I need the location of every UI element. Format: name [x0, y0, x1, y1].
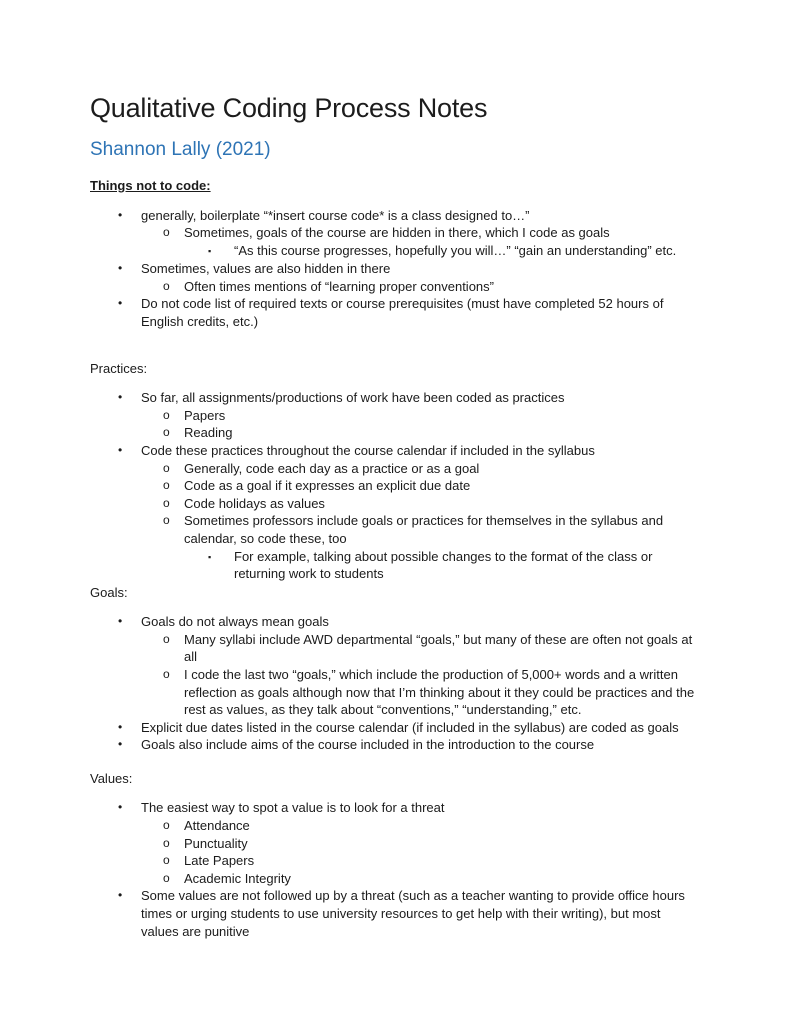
- bullet-text: Sometimes, goals of the course are hidden in there, which I code as goals: [184, 225, 610, 241]
- bullet-item: [90, 817, 701, 835]
- bullet-item: [90, 407, 701, 425]
- bullet-text: Often times mentions of “learning proper conventions”: [184, 278, 494, 294]
- bullet-marker-icon: o: [163, 478, 170, 493]
- bullet-marker-icon: •: [118, 719, 123, 734]
- bullet-text: Sometimes, values are also hidden in there: [141, 261, 391, 277]
- bullet-text: The easiest way to spot a value is to look for a threat: [141, 800, 445, 816]
- bullet-marker-icon: o: [163, 853, 170, 868]
- bullet-list: [90, 207, 701, 331]
- bullet-marker-icon: •: [118, 296, 123, 311]
- section-heading: Practices:: [90, 360, 148, 376]
- bullet-marker-icon: •: [118, 737, 123, 752]
- bullet-marker-icon: •: [118, 442, 123, 457]
- bullet-item: [90, 631, 701, 666]
- page-title: Qualitative Coding Process Notes: [90, 93, 488, 123]
- bullet-marker-icon: o: [163, 495, 170, 510]
- bullet-item: [90, 799, 701, 817]
- bullet-item: [90, 613, 701, 631]
- bullet-marker-icon: o: [163, 513, 170, 528]
- bullet-marker-icon: o: [163, 870, 170, 885]
- bullet-marker-icon: •: [118, 207, 123, 222]
- bullet-text: Many syllabi include AWD departmental “goals,” but many of these are often not goals at all: [184, 631, 693, 665]
- section-heading: Values:: [90, 770, 133, 786]
- bullet-text: Code holidays as values: [184, 495, 325, 511]
- bullet-marker-icon: o: [163, 835, 170, 850]
- bullet-item: [90, 242, 701, 261]
- bullet-list: [90, 799, 701, 940]
- bullet-item: [90, 870, 701, 888]
- bullet-item: [90, 389, 701, 407]
- bullet-item: [90, 852, 701, 870]
- bullet-item: [90, 207, 701, 225]
- bullet-text: generally, boilerplate “*insert course code* is a class designed to…”: [141, 207, 530, 223]
- bullet-marker-icon: o: [163, 425, 170, 440]
- bullet-marker-icon: o: [163, 225, 170, 240]
- bullet-text: So far, all assignments/productions of work have been coded as practices: [141, 390, 565, 406]
- bullet-text: Do not code list of required texts or course prerequisites (must have completed 52 hours of English credits, etc.): [141, 296, 664, 330]
- bullet-item: [90, 424, 701, 442]
- bullet-text: Sometimes professors include goals or practices for themselves in the syllabus and calendar, so code these, too: [184, 513, 664, 546]
- section-heading: Things not to code:: [90, 178, 211, 193]
- section-goals: [90, 584, 701, 754]
- bullet-item: [90, 278, 701, 296]
- bullet-item: [90, 442, 701, 460]
- bullet-text: Academic Integrity: [184, 870, 291, 886]
- bullet-item: [90, 512, 701, 547]
- bullet-text: Punctuality: [184, 835, 248, 851]
- bullet-list: [90, 389, 701, 583]
- bullet-marker-icon: o: [163, 666, 170, 681]
- bullet-text: Papers: [184, 407, 226, 423]
- section-things-not-to-code: [90, 177, 701, 331]
- bullet-marker-icon: •: [118, 614, 123, 629]
- bullet-text: “As this course progresses, hopefully you will…” “gain an understanding” etc.: [234, 242, 677, 258]
- bullet-item: [90, 835, 701, 853]
- bullet-item: [90, 719, 701, 737]
- bullet-text: Reading: [184, 425, 233, 441]
- bullet-item: [90, 477, 701, 495]
- document-author: Shannon Lally (2021): [90, 139, 271, 160]
- bullet-text: Code these practices throughout the course calendar if included in the syllabus: [141, 442, 595, 458]
- bullet-item: [90, 295, 701, 330]
- bullet-text: Generally, code each day as a practice or as a goal: [184, 460, 480, 476]
- bullet-item: [90, 666, 701, 719]
- bullet-text: Some values are not followed up by a threat (such as a teacher wanting to provide office hours times or urging students to use university resources to get help with their writing), but most values are punitive: [141, 888, 685, 939]
- bullet-marker-icon: o: [163, 460, 170, 475]
- bullet-text: Goals also include aims of the course included in the introduction to the course: [141, 737, 595, 753]
- bullet-marker-icon: •: [118, 261, 123, 276]
- bullet-marker-icon: •: [118, 800, 123, 815]
- bullet-text: Attendance: [184, 818, 250, 834]
- bullet-text: Goals do not always mean goals: [141, 614, 329, 630]
- bullet-marker-icon: o: [163, 818, 170, 833]
- bullet-text: Code as a goal if it expresses an explicit due date: [184, 478, 471, 494]
- bullet-item: [90, 887, 701, 940]
- bullet-item: [90, 736, 701, 754]
- bullet-marker-icon: •: [118, 390, 123, 405]
- bullet-marker-icon: ▪: [208, 245, 212, 256]
- bullet-marker-icon: •: [118, 888, 123, 903]
- bullet-marker-icon: o: [163, 631, 170, 646]
- bullet-item: [90, 460, 701, 478]
- document-body: [90, 177, 701, 940]
- bullet-text: Late Papers: [184, 853, 255, 869]
- bullet-marker-icon: ▪: [208, 551, 212, 562]
- bullet-text: Explicit due dates listed in the course calendar (if included in the syllabus) are coded as goals: [141, 719, 679, 735]
- section-heading: Goals:: [90, 584, 128, 600]
- bullet-text: For example, talking about possible changes to the format of the class or returning work to students: [234, 548, 653, 582]
- bullet-list: [90, 613, 701, 754]
- bullet-item: [90, 495, 701, 513]
- section-practices: [90, 360, 701, 583]
- bullet-marker-icon: o: [163, 278, 170, 293]
- bullet-item: [90, 224, 701, 242]
- bullet-item: [90, 548, 701, 583]
- bullet-text: I code the last two “goals,” which include the production of 5,000+ words and a written reflection as goals although now that I’m thinking about it they could be practices and the rest as values, as they talk about “conventions,” “understanding,” etc.: [184, 666, 695, 718]
- section-values: [90, 770, 701, 940]
- bullet-item: [90, 260, 701, 278]
- bullet-marker-icon: o: [163, 407, 170, 422]
